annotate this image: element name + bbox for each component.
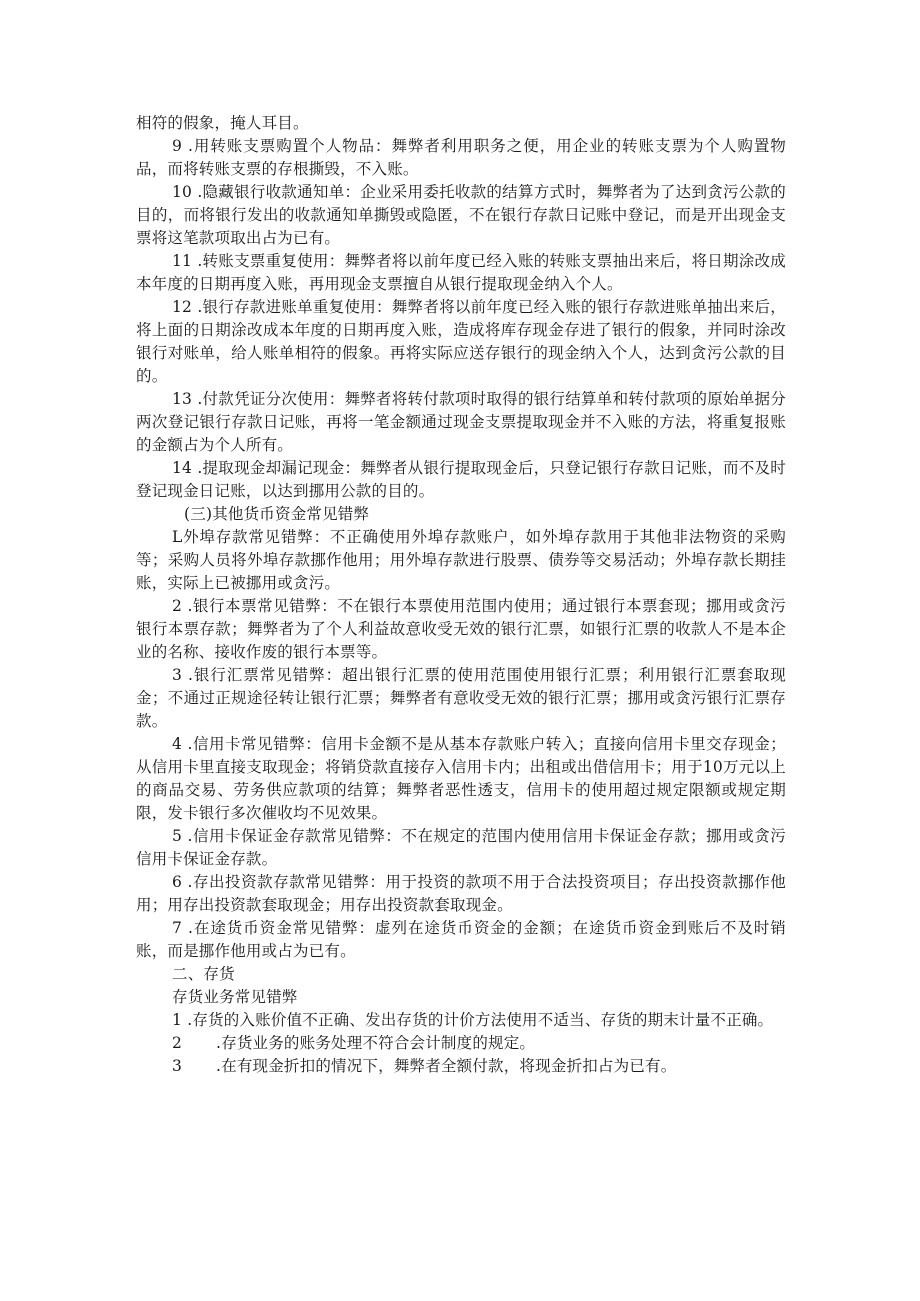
paragraph-other-2: 2 .银行本票常见错弊：不在银行本票使用范围内使用；通过银行本票套现；挪用或贪污银行本票存款；舞弊者为了个人利益故意收受无效的银行汇票，如银行汇票的收款人不是本企业的名称、接收作废的银行本票等。 xyxy=(136,597,786,661)
paragraph-inventory-2 xyxy=(136,1032,786,1055)
section-heading-other-funds: (三)其他货币资金常见错弊 xyxy=(184,505,370,523)
paragraph-other-4: 4 .信用卡常见错弊：信用卡金额不是从基本存款账户转入；直接向信用卡里交存现金；从信用卡里直接支取现金；将销贷款直接存入信用卡内；出租或出借信用卡；用于10万元以上的商品交易、劳务供应款项的结算；舞弊者恶性透支，信用卡的使用超过规定限额或规定期限，发卡银行多次催收均不见效果。 xyxy=(136,735,786,822)
section-heading-inventory: 二、存货 xyxy=(172,965,235,983)
paragraph-item-9: 9 .用转账支票购置个人物品：舞弊者利用职务之便，用企业的转账支票为个人购置物品，而将转账支票的存根撕毁，不入账。 xyxy=(136,137,786,178)
paragraph-item-10: 10 .隐藏银行收款通知单：企业采用委托收款的结算方式时，舞弊者为了达到贪污公款的目的，而将银行发出的收款通知单撕毁或隐匿，不在银行存款日记账中登记，而是开出现金支票将这笔款项取出占为已有。 xyxy=(136,183,786,247)
paragraph-other-3: 3 .银行汇票常见错弊：超出银行汇票的使用范围使用银行汇票；利用银行汇票套取现金；不通过正规途径转让银行汇票；舞弊者有意收受无效的银行汇票；挪用或贪污银行汇票存款。 xyxy=(136,666,786,730)
paragraph-inventory-1: 1 .存货的入账价值不正确、发出存货的计价方法使用不适当、存货的期末计量不正确。 xyxy=(172,1011,774,1029)
paragraph-other-7: 7 .在途货币资金常见错弊：虚列在途货币资金的金额；在途货币资金到账后不及时销账，而是挪作他用或占为已有。 xyxy=(136,919,786,960)
subheading-inventory-issues: 存货业务常见错弊 xyxy=(172,988,298,1006)
item-number: 3 xyxy=(172,1057,183,1075)
paragraph-other-1: L外埠存款常见错弊：不正确使用外埠存款账户，如外埠存款用于其他非法物资的采购等；采购人员将外埠存款挪作他用；用外埠存款进行股票、债券等交易活动；外埠存款长期挂账，实际上已被挪用或贪污。 xyxy=(136,528,786,592)
paragraph-item-12: 12 .银行存款进账单重复使用：舞弊者将以前年度已经入账的银行存款进账单抽出来后，将上面的日期涂改成本年度的日期再度入账，造成将库存现金存进了银行的假象，并同时涂改银行对账单，给人账单相符的假象。再将实际应送存银行的现金纳入个人，达到贪污公款的目的。 xyxy=(136,298,786,385)
paragraph-item-14: 14 .提取现金却漏记现金：舞弊者从银行提取现金后，只登记银行存款日记账，而不及时登记现金日记账，以达到挪用公款的目的。 xyxy=(136,459,786,500)
paragraph-inventory-3 xyxy=(136,1055,786,1078)
paragraph-item-13: 13 .付款凭证分次使用：舞弊者将转付款项时取得的银行结算单和转付款项的原始单据分两次登记银行存款日记账，再将一笔金额通过现金支票提取现金并不入账的方法，将重复报账的金额占为个人所有。 xyxy=(136,390,786,454)
paragraph-continuation: 相符的假象，掩人耳目。 xyxy=(136,114,309,132)
document-page xyxy=(136,112,786,1078)
item-text: .存货业务的账务处理不符合会计制度的规定。 xyxy=(216,1034,536,1052)
paragraph-other-5: 5 .信用卡保证金存款常见错弊：不在规定的范围内使用信用卡保证金存款；挪用或贪污信用卡保证金存款。 xyxy=(136,827,786,868)
paragraph-item-11: 11 .转账支票重复使用：舞弊者将以前年度已经入账的转账支票抽出来后，将日期涂改成本年度的日期再度入账，再用现金支票擅自从银行提取现金纳入个人。 xyxy=(136,252,786,293)
paragraph-other-6: 6 .存出投资款存款常见错弊：用于投资的款项不用于合法投资项目；存出投资款挪作他用；用存出投资款套取现金；用存出投资款套取现金。 xyxy=(136,873,786,914)
item-text: .在有现金折扣的情况下，舞弊者全额付款，将现金折扣占为已有。 xyxy=(216,1057,677,1075)
item-number: 2 xyxy=(172,1034,183,1052)
